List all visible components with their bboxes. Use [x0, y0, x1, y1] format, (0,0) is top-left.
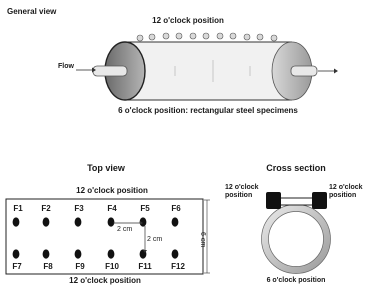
- label-F2: F2: [41, 204, 51, 213]
- label-F7: F7: [12, 262, 22, 271]
- cs-right-label-line2: position: [329, 192, 357, 199]
- top-view-bottom-label: 12 o'clock position: [69, 276, 141, 285]
- label-F4: F4: [107, 204, 117, 213]
- spacing-v-label: 2 cm: [147, 236, 163, 243]
- cross-section-ring: [262, 192, 331, 274]
- label-F1: F1: [13, 204, 23, 213]
- cylinder-apparatus: [76, 33, 338, 100]
- outlet-pipe: [291, 66, 317, 76]
- label-F12: F12: [171, 262, 185, 271]
- general-view-title: General view: [7, 7, 57, 16]
- right-specimen: [312, 192, 327, 209]
- spacing-h-label: 2 cm: [117, 226, 133, 233]
- label-F8: F8: [43, 262, 53, 271]
- general-top-label: 12 o'clock position: [152, 16, 224, 25]
- flow-label: Flow: [58, 63, 74, 70]
- width-label: 6 cm: [199, 232, 206, 248]
- top-bar: [276, 198, 317, 205]
- label-F3: F3: [74, 204, 84, 213]
- label-F9: F9: [75, 262, 85, 271]
- label-F10: F10: [105, 262, 119, 271]
- label-F6: F6: [171, 204, 181, 213]
- top-view-top-label: 12 o'clock position: [76, 186, 148, 195]
- specimen-markers: [137, 33, 277, 41]
- left-specimen: [266, 192, 281, 209]
- top-view-title: Top view: [87, 163, 125, 173]
- cs-left-label-line2: position: [225, 192, 253, 199]
- general-bottom-label: 6 o'clock position: rectangular steel specimens: [118, 106, 298, 115]
- label-F11: F11: [138, 262, 152, 271]
- cross-section-title: Cross section: [266, 163, 326, 173]
- cs-right-label-line1: 12 o'clock: [329, 184, 363, 191]
- label-F5: F5: [140, 204, 150, 213]
- cs-left-label-line1: 12 o'clock: [225, 184, 259, 191]
- cs-bottom-label: 6 o'clock position: [266, 277, 326, 284]
- inlet-pipe: [93, 66, 127, 76]
